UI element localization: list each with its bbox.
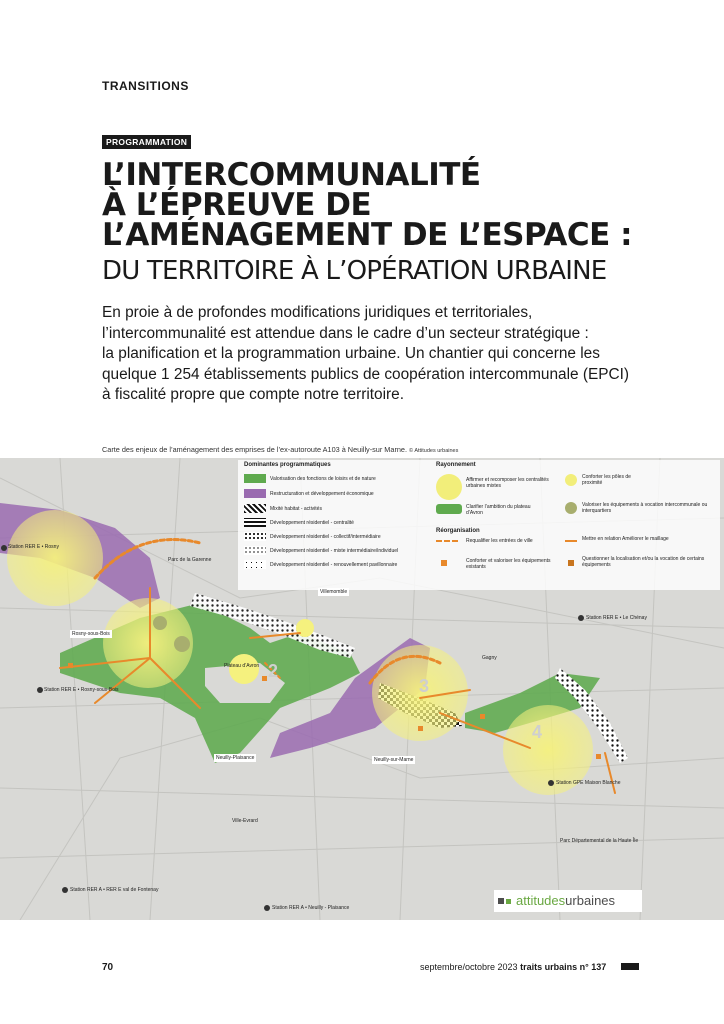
lead-line: la planification et la programmation urbaine. Un chantier qui concerne les [102,345,600,362]
legend-item: Développement résidentiel - renouvellement pavillonnaire [270,562,398,568]
legend-item: Développement résidentiel - mixte intermédiaire/individuel [270,548,399,554]
map-label: Station RER E • Rosny [8,544,59,550]
legend-item: Affirmer et recomposer les centralités urbaines mixtes [466,477,549,489]
lead-line: En proie à de profondes modifications juridiques et territoriales, [102,304,533,321]
logo-part-urbaines: urbaines [565,893,616,908]
zone-number: 3 [419,676,430,696]
legend-swatch-centrality [244,518,266,527]
logo-text [516,893,615,908]
legend-item: Clarifier l’ambition du plateau d’Avron [466,504,531,516]
legend-item: Mixité habitat - activités [270,506,322,512]
legend-swatch-mixed [244,504,266,513]
equipment-square [262,676,267,681]
legend-swatch-plateau [436,504,462,514]
lead-line: à fiscalité propre que compte notre territoire. [102,386,404,403]
issue-date: septembre/octobre 2023 [420,962,518,972]
station-marker [62,887,68,893]
footer-bar [621,963,639,970]
map-label: Gagny [482,655,497,661]
legend-title-reorganisation: Réorganisation [436,528,480,534]
logo-part-attitudes: attitudes [516,893,566,908]
map-label: Station RER E • Rosny-sous-Bois [44,687,119,693]
link-arrow [605,753,615,793]
map-caption [102,445,458,454]
map-label: Station GPE Maison Blanche [556,780,621,786]
legend-swatch-link [565,540,577,542]
legend-swatch-pole [565,474,577,486]
proximity-pole [229,654,259,684]
caption-credit: © Attitudes urbaines [409,448,459,454]
lead-line: l’intercommunalité est attendue dans le cadre d’un secteur stratégique : [102,324,589,342]
legend-title-dominantes: Dominantes programmatiques [244,462,331,468]
logo-dots-icon [498,897,514,905]
map-label: Parc Départemental de la Haute Île [560,838,639,844]
lead-line: quelque 1 254 établissements publics de coopération intercommunale (EPCI) [102,365,630,383]
title-line: À L’ÉPREUVE DE [102,187,372,223]
legend-swatch-green [244,474,266,483]
map-label: Ville-Evrard [232,818,258,824]
station-marker [264,905,270,911]
proximity-pole [296,619,314,637]
legend-swatch-entry [436,540,458,548]
legend-item: Valorisation des fonctions de loisirs et de nature [270,476,376,482]
lead-paragraph [102,303,662,406]
map-label: Station RER A • RER E val de Fontenay [70,887,159,893]
legend-swatch-equipment [565,502,577,514]
map-label: Villemomble [320,589,348,595]
rubric-tag: PROGRAMMATION [102,135,191,149]
equipment-square [596,754,601,759]
equipment-marker [174,636,190,652]
equipment-square [68,663,73,668]
map-label: Plateau d’Avron [224,663,260,669]
article-subtitle: DU TERRITOIRE À L’OPÉRATION URBAINE [102,256,607,286]
map-label: Station RER E • Le Chénay [586,615,647,621]
legend-swatch-mixed-individual [244,546,266,555]
map-label: Station RER A • Neuilly - Plaisance [272,905,350,911]
legend-item: Requalifier les entrées de ville [466,538,533,544]
equipment-square [480,714,485,719]
attitudes-urbaines-logo [494,890,642,912]
station-marker [37,687,43,693]
legend-item: Valoriser les équipements à vocation intercommunale ou interquartiers [582,502,708,514]
legend-swatch-halo [436,474,462,500]
caption-text: Carte des enjeux de l’aménagement des emprises de l’ex-autoroute A103 à Neuilly-sur Marne. [102,445,408,454]
legend-item: Développement résidentiel - collectif/intermédiaire [270,534,381,540]
article-title [102,157,702,253]
legend-item: Restructuration et développement économique [270,491,374,497]
legend-item: Développement résidentiel - centralité [270,520,354,526]
legend-swatch-purple [244,489,266,498]
map-label: Neuilly-sur-Marne [374,757,414,763]
title-line: L’INTERCOMMUNALITÉ [102,157,481,193]
station-marker [578,615,584,621]
legend-item: Conforter et valoriser les équipements existants [466,558,551,570]
map-label: Neuilly-Plaisance [216,755,255,761]
page-number: 70 [102,962,114,973]
magazine-name: traits urbains n° 137 [520,962,607,972]
section-header: TRANSITIONS [102,79,189,93]
legend-swatch-collective [244,532,266,541]
footer-issue [420,962,606,972]
legend-swatch-existing [441,560,447,566]
centrality-halo [7,510,103,606]
legend-item: Conforter les pôles de proximité [582,474,631,486]
legend-title-rayonnement: Rayonnement [436,462,476,468]
equipment-square [418,726,423,731]
zone-number: 2 [268,661,279,681]
equipment-marker [153,616,167,630]
title-line: L’AMÉNAGEMENT DE L’ESPACE : [102,217,632,253]
legend-swatch-renewal [244,560,266,569]
map-label: Parc de la Garenne [168,557,212,563]
zone-number: 4 [532,722,543,742]
legend-item: Mettre en relation Améliorer le maillage [582,536,669,542]
station-marker [548,780,554,786]
legend-swatch-question [568,560,574,566]
map-legend [238,460,720,590]
station-marker [1,545,7,551]
territory-map [0,458,724,920]
map-label: Rosny-sous-Bois [72,631,110,637]
legend-item: Questionner la localisation et/ou la vocation de certains équipements [582,556,705,568]
